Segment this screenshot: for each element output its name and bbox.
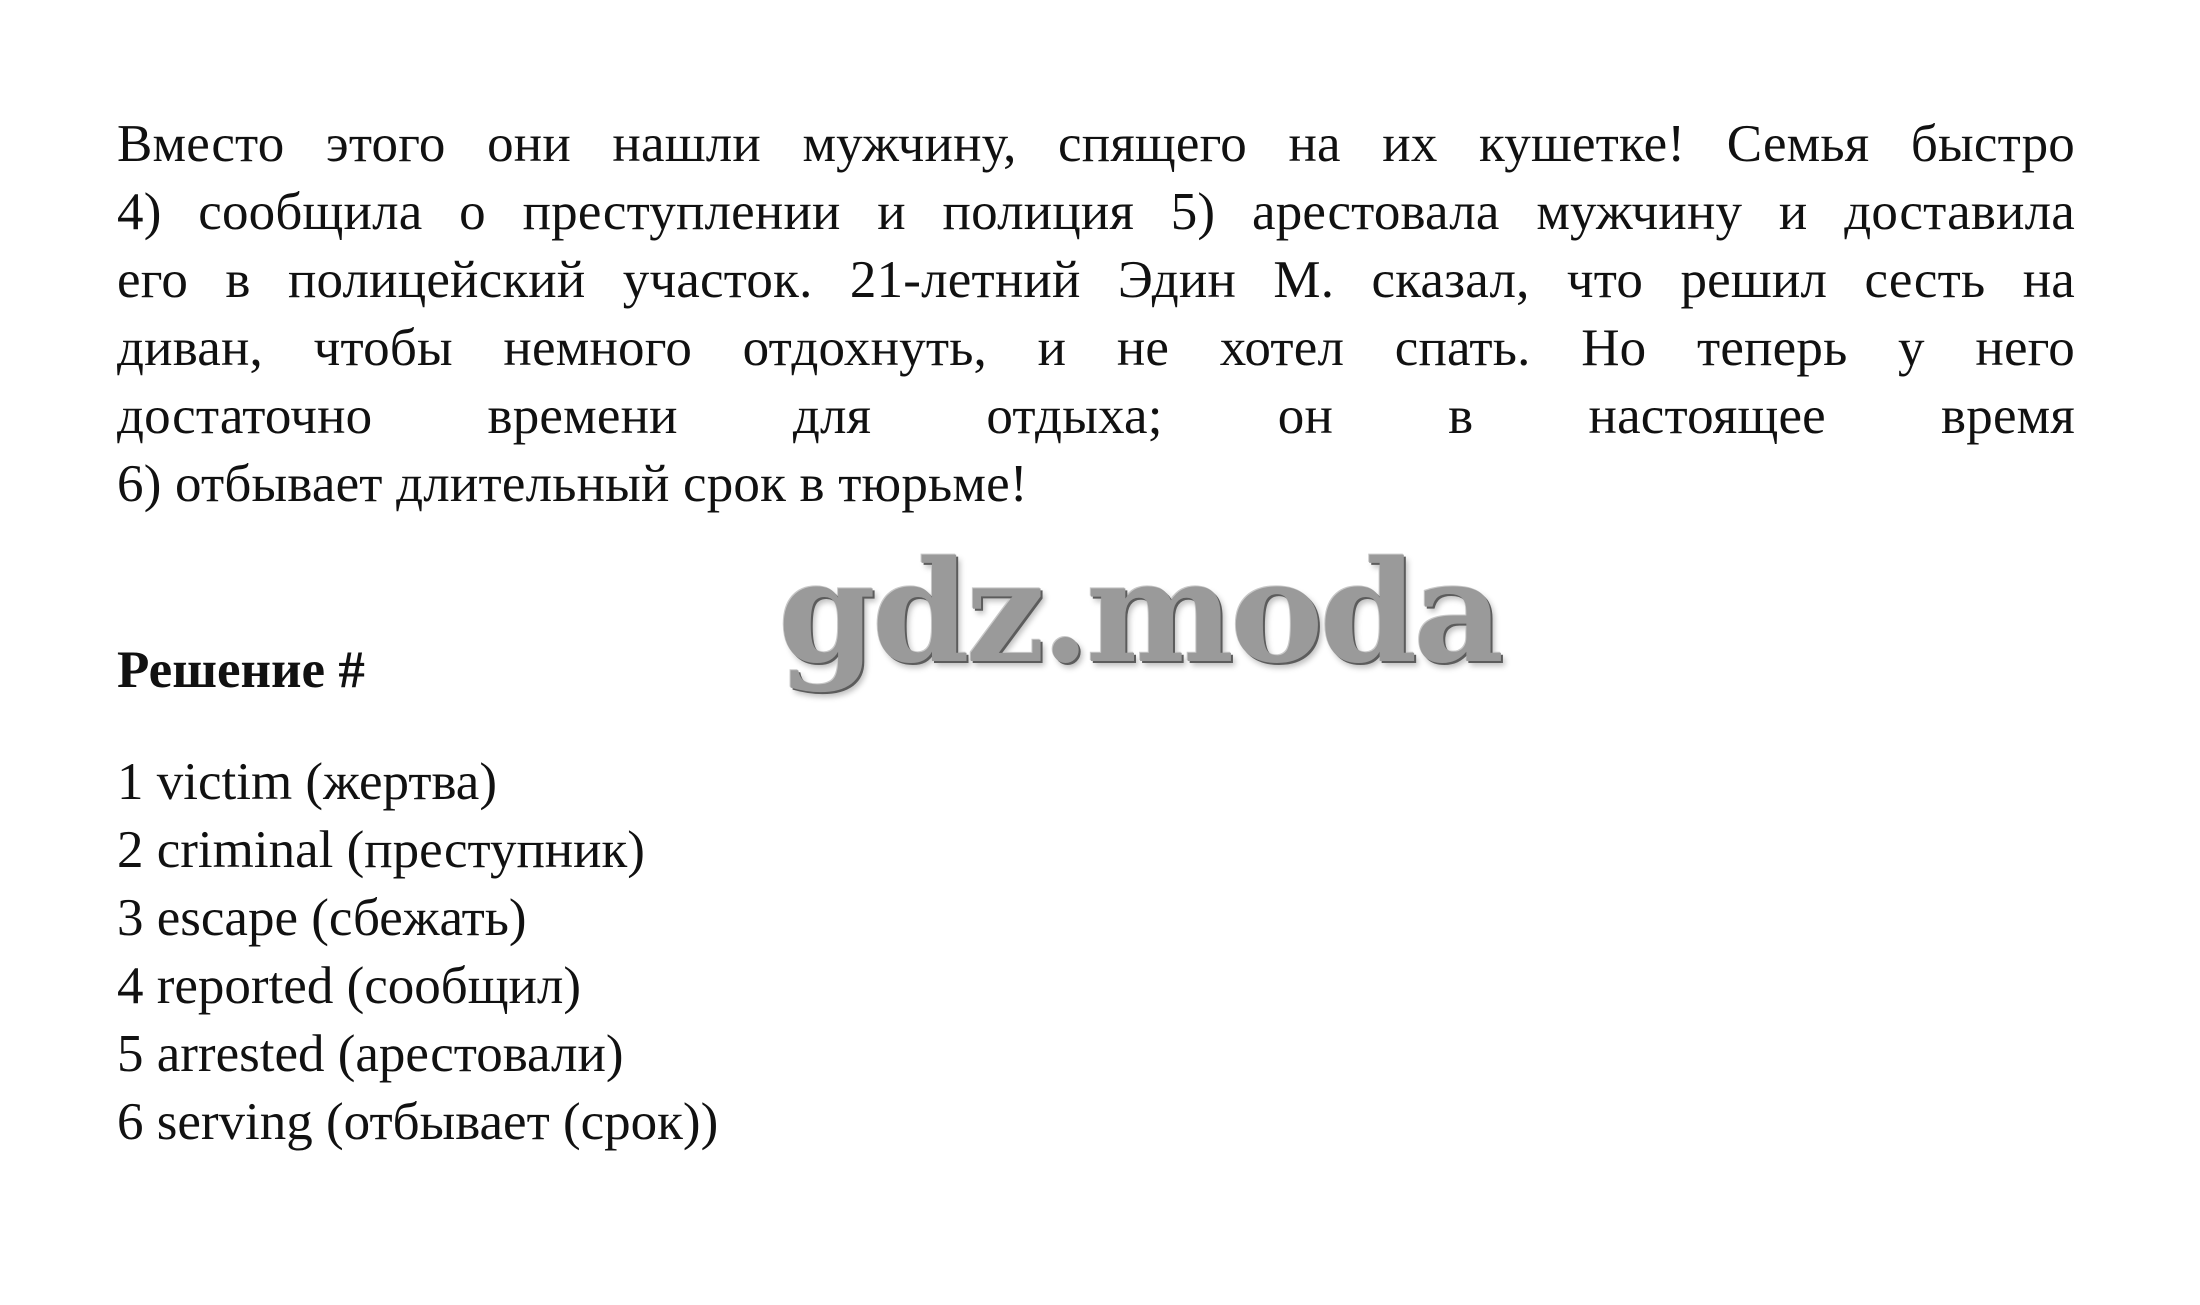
answer-list <box>117 748 718 1156</box>
answer-item: 3 escape (сбежать) <box>117 889 527 947</box>
answer-item: 4 reported (сообщил) <box>117 957 581 1015</box>
paragraph-line: Вместо этого они нашли мужчину, спящего на их кушетке! Семья быстро <box>117 115 2075 173</box>
paragraph-line: достаточно времени для отдыха; он в настоящее время <box>117 387 2075 445</box>
solution-heading: Решение # <box>117 641 365 699</box>
answer-item: 6 serving (отбывает (срок)) <box>117 1093 719 1151</box>
watermark-logo: gdz.moda <box>778 531 1501 695</box>
story-paragraph <box>117 110 2075 518</box>
paragraph-line: диван, чтобы немного отдохнуть, и не хотел спать. Но теперь у него <box>117 319 2075 377</box>
answer-item: 1 victim (жертва) <box>117 753 497 811</box>
answer-item: 2 criminal (преступник) <box>117 821 645 879</box>
paragraph-line: 4) сообщила о преступлении и полиция 5) арестовала мужчину и доставила <box>117 183 2075 241</box>
paragraph-line: его в полицейский участок. 21-летний Эдин М. сказал, что решил сесть на <box>117 251 2075 309</box>
answer-item: 5 arrested (арестовали) <box>117 1025 624 1083</box>
paragraph-line: 6) отбывает длительный срок в тюрьме! <box>117 455 1028 513</box>
